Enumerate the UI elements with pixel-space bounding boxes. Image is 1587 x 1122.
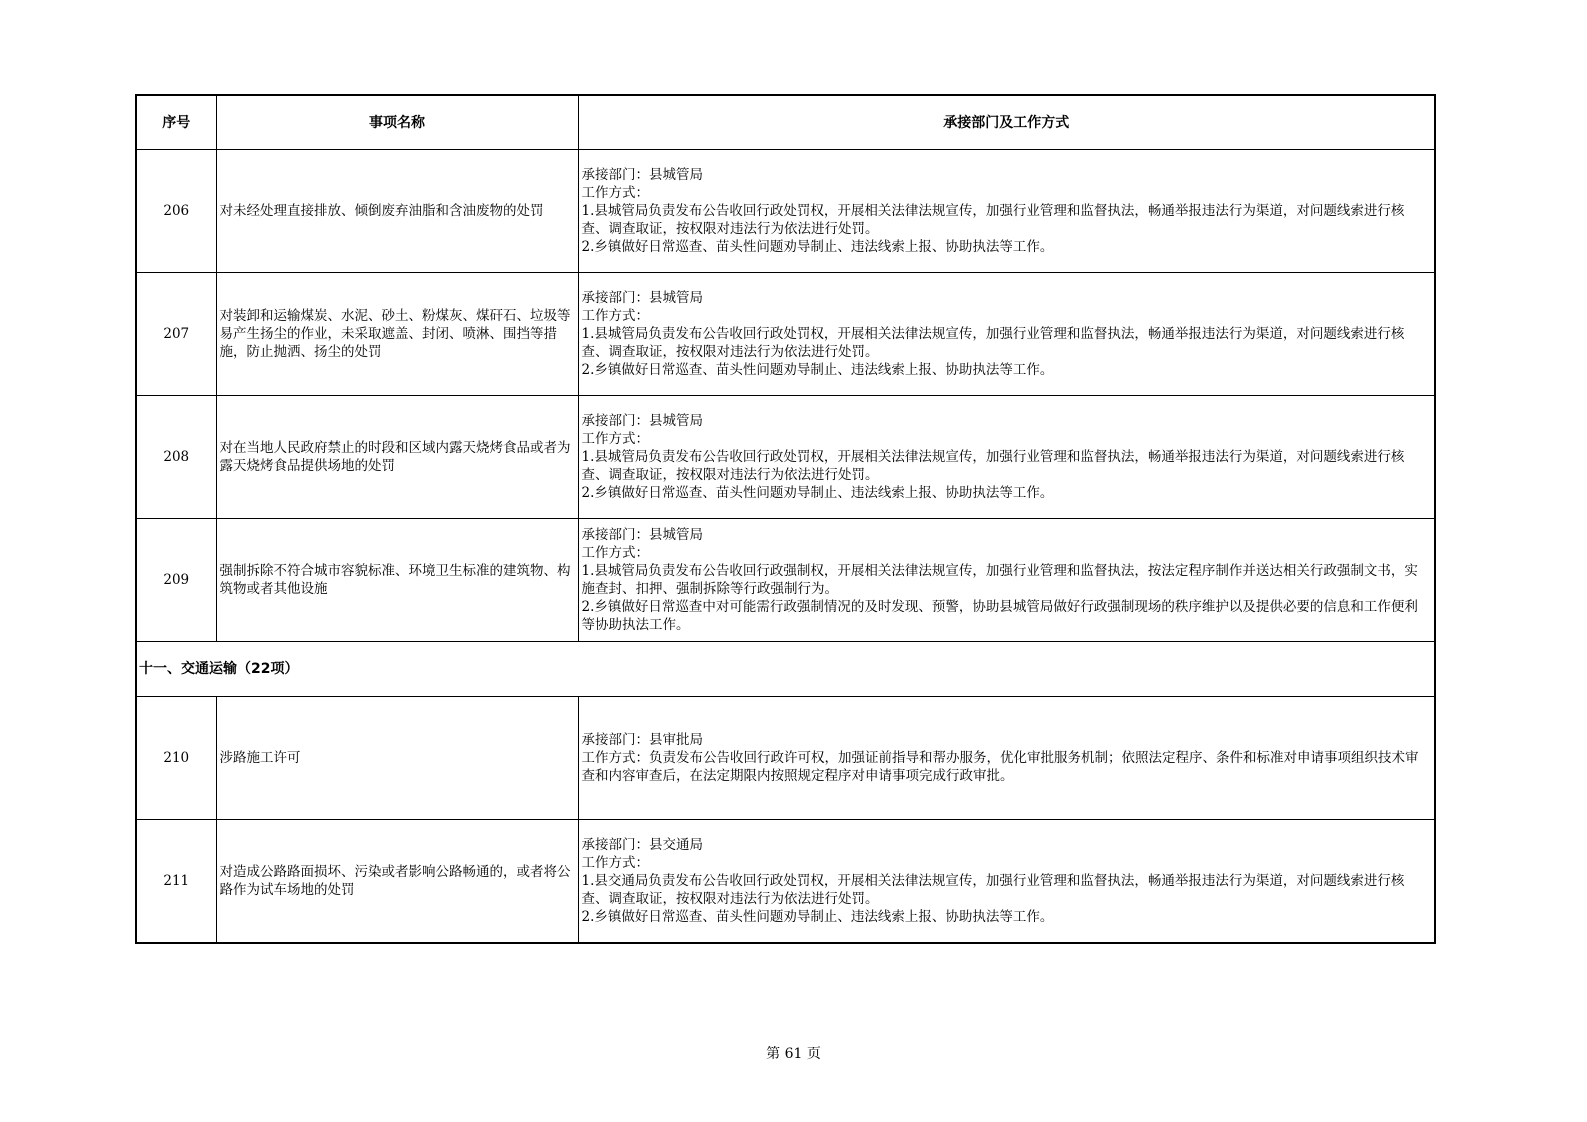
dept-line: 2.乡镇做好日常巡查中对可能需行政强制情况的及时发现、预警，协助县城管局做好行政强制现场的秩序维护以及提供必要的信息和工作便利等协助执法工作。 [581,599,1418,633]
dept-line: 1.县交通局负责发布公告收回行政处罚权，开展相关法律法规宣传，加强行业管理和监督执法，畅通举报违法行为渠道，对问题线索进行核查、调查取证，按权限对违法行为依法进行处罚。 [581,873,1405,907]
row-department [578,697,1435,820]
row-item-name: 对装卸和运输煤炭、水泥、砂土、粉煤灰、煤矸石、垃圾等易产生扬尘的作业，未采取遮盖、封闭、喷淋、围挡等措施，防止抛洒、扬尘的处罚 [216,273,578,396]
row-department [578,396,1435,519]
table-row [136,820,1435,944]
section-title: 十一、交通运输（22项） [136,642,1435,697]
table-row [136,697,1435,820]
dept-line: 工作方式： [581,308,649,324]
row-number: 206 [136,150,216,273]
dept-line: 工作方式： [581,855,649,871]
row-department [578,273,1435,396]
dept-line: 工作方式： [581,185,649,201]
dept-line: 1.县城管局负责发布公告收回行政处罚权，开展相关法律法规宣传，加强行业管理和监督执法，畅通举报违法行为渠道，对问题线索进行核查、调查取证，按权限对违法行为依法进行处罚。 [581,203,1405,237]
dept-line: 2.乡镇做好日常巡查、苗头性问题劝导制止、违法线索上报、协助执法等工作。 [581,362,1054,378]
dept-line: 1.县城管局负责发布公告收回行政强制权，开展相关法律法规宣传，加强行业管理和监督执法，按法定程序制作并送达相关行政强制文书，实施查封、扣押、强制拆除等行政强制行为。 [581,563,1418,597]
table-header-row [136,95,1435,150]
row-number: 209 [136,519,216,642]
row-item-name: 强制拆除不符合城市容貌标准、环境卫生标准的建筑物、构筑物或者其他设施 [216,519,578,642]
dept-line: 承接部门：县城管局 [581,413,703,429]
row-number: 208 [136,396,216,519]
dept-line: 1.县城管局负责发布公告收回行政处罚权，开展相关法律法规宣传，加强行业管理和监督执法，畅通举报违法行为渠道，对问题线索进行核查、调查取证，按权限对违法行为依法进行处罚。 [581,449,1405,483]
row-department [578,150,1435,273]
row-item-name: 对未经处理直接排放、倾倒废弃油脂和含油废物的处罚 [216,150,578,273]
dept-line: 承接部门：县城管局 [581,167,703,183]
dept-line: 2.乡镇做好日常巡查、苗头性问题劝导制止、违法线索上报、协助执法等工作。 [581,239,1054,255]
header-number: 序号 [136,95,216,150]
row-department [578,820,1435,944]
row-item-name: 对在当地人民政府禁止的时段和区域内露天烧烤食品或者为露天烧烤食品提供场地的处罚 [216,396,578,519]
row-department [578,519,1435,642]
dept-line: 承接部门：县交通局 [581,837,703,853]
row-item-name: 对造成公路路面损坏、污染或者影响公路畅通的，或者将公路作为试车场地的处罚 [216,820,578,944]
row-number: 210 [136,697,216,820]
table-row [136,273,1435,396]
header-item-name: 事项名称 [216,95,578,150]
section-row [136,642,1435,697]
row-number: 207 [136,273,216,396]
row-number: 211 [136,820,216,944]
dept-line: 工作方式：负责发布公告收回行政许可权，加强证前指导和帮办服务，优化审批服务机制；依照法定程序、条件和标准对申请事项组织技术审查和内容审查后，在法定期限内按照规定程序对申请事项完成行政审批。 [581,750,1419,784]
dept-line: 2.乡镇做好日常巡查、苗头性问题劝导制止、违法线索上报、协助执法等工作。 [581,909,1054,925]
dept-line: 承接部门：县城管局 [581,290,703,306]
table-row [136,396,1435,519]
matters-table [135,94,1436,944]
dept-line: 承接部门：县审批局 [581,732,703,748]
header-department: 承接部门及工作方式 [578,95,1435,150]
dept-line: 工作方式： [581,545,649,561]
dept-line: 工作方式： [581,431,649,447]
dept-line: 2.乡镇做好日常巡查、苗头性问题劝导制止、违法线索上报、协助执法等工作。 [581,485,1054,501]
table-row [136,519,1435,642]
table-row [136,150,1435,273]
dept-line: 1.县城管局负责发布公告收回行政处罚权，开展相关法律法规宣传，加强行业管理和监督执法，畅通举报违法行为渠道，对问题线索进行核查、调查取证，按权限对违法行为依法进行处罚。 [581,326,1405,360]
row-item-name: 涉路施工许可 [216,697,578,820]
page-number: 第 61 页 [766,1046,821,1062]
dept-line: 承接部门：县城管局 [581,527,703,543]
